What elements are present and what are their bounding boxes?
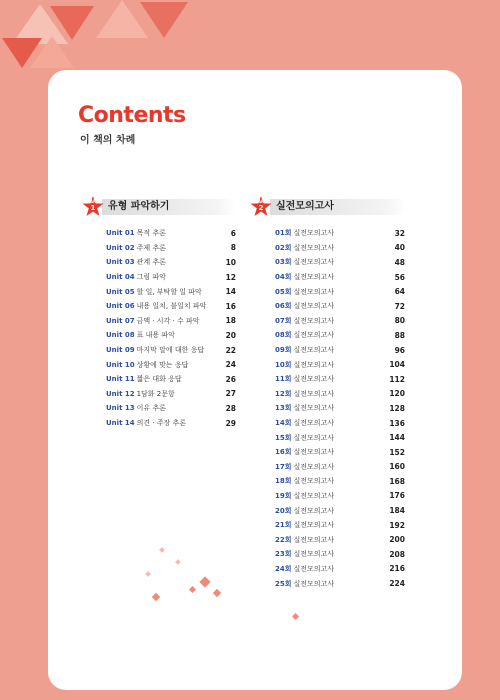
decor-triangle [30,36,74,68]
part2-item-page: 40 [394,243,405,253]
part2-item-page: 216 [389,564,405,574]
part2-item [275,416,405,431]
part2-item-page: 176 [389,491,405,501]
part1-item-page: 16 [225,301,236,311]
part2-item-page: 48 [394,257,405,267]
part2-item [275,576,405,591]
part2-item-text: 실전모의고사 [293,316,335,325]
part1-item [106,343,236,358]
part1-item-text: 짧은 대화 응답 [136,375,182,384]
page-subtitle: 이 책의 차례 [80,135,136,146]
part2-item-label [275,243,334,253]
part2-list [275,226,405,591]
part2-item-page: 144 [389,433,405,443]
part2-item-page: 160 [389,462,405,472]
part1-item [106,226,236,241]
part2-item-text: 실전모의고사 [293,375,335,384]
part1-item-page: 18 [225,316,236,326]
part2-item-label [275,228,334,238]
part2-item-page: 152 [389,447,405,457]
part2-item-page: 208 [389,549,405,559]
part2-item-page: 184 [389,506,405,516]
part2-item-label [275,506,334,516]
part2-item-page: 32 [394,228,405,238]
part2-item-page: 128 [389,403,405,413]
part1-star-badge [82,196,104,218]
part2-item-label [275,389,334,399]
part2-item-label [275,345,334,355]
part1-item-label [106,418,186,428]
page-title: Contents [78,103,186,128]
part2-item-page: 64 [394,287,405,297]
part2-item-page: 96 [394,345,405,355]
part2-item-unit: 14회 [275,419,292,428]
part1-item-page: 22 [225,345,236,355]
part2-header [250,196,406,218]
part2-item-page: 168 [389,476,405,486]
part1-item [106,270,236,285]
part2-item [275,401,405,416]
part1-item-text: 그림 파악 [136,273,166,282]
part2-item [275,299,405,314]
part2-item-unit: 07회 [275,316,292,325]
part1-item-unit: Unit 02 [106,243,135,252]
part1-item-page: 10 [225,257,236,267]
part2-item-label [275,403,334,413]
part1-badge-num: 1 [90,204,96,212]
part1-item-unit: Unit 11 [106,375,135,384]
part1-item [106,299,236,314]
part2-item-label [275,418,334,428]
part1-item-label [106,228,166,238]
part1-item-text: 이유 추론 [136,404,166,413]
part1-item-label [106,272,166,282]
part1-item-text: 의견 · 주장 추론 [136,419,187,428]
part2-item-text: 실전모의고사 [293,229,335,238]
part1-item-text: 관계 추론 [136,258,166,267]
part1-item-text: 주제 추론 [136,243,166,252]
part2-item-label [275,374,334,384]
part1-item [106,357,236,372]
part2-item-text: 실전모의고사 [293,579,335,588]
part2-item-unit: 01회 [275,229,292,238]
part2-item-unit: 04회 [275,273,292,282]
part1-item-page: 26 [225,374,236,384]
part2-item-page: 112 [389,374,405,384]
part2-item-page: 80 [394,316,405,326]
part2-item [275,445,405,460]
part1-item-text: 목적 추론 [136,229,166,238]
part2-item-unit: 20회 [275,506,292,515]
part2-item-text: 실전모의고사 [293,521,335,530]
part2-item-text: 실전모의고사 [293,491,335,500]
part2-item [275,532,405,547]
part2-item [275,562,405,577]
part1-item-page: 8 [230,243,236,253]
part1-item-text: 마지막 말에 대한 응답 [136,346,205,355]
part2-item-text: 실전모의고사 [293,302,335,311]
part2-item-label [275,549,334,559]
part1-item [106,416,236,431]
part2-item-label [275,476,334,486]
part1-item-unit: Unit 10 [106,360,135,369]
part2-item-unit: 19회 [275,491,292,500]
part2-item-page: 192 [389,520,405,530]
part2-item [275,314,405,329]
part1-item [106,314,236,329]
part2-item-text: 실전모의고사 [293,346,335,355]
part2-item-label [275,535,334,545]
part2-item [275,255,405,270]
part1-item-label [106,374,182,384]
part1-item-label [106,389,175,399]
decor-triangle [50,6,94,40]
part2-item-text: 실전모의고사 [293,477,335,486]
part2-item-unit: 24회 [275,564,292,573]
part1-item-label [106,316,200,326]
part1-item-page: 29 [225,418,236,428]
part2-item-unit: 08회 [275,331,292,340]
part2-item [275,518,405,533]
part2-item-label [275,272,334,282]
part1-item-label [106,243,166,253]
part2-item-page: 88 [394,330,405,340]
part1-item-page: 20 [225,330,236,340]
part2-item-label [275,491,334,501]
part1-item-label [106,403,166,413]
part1-item [106,387,236,402]
part2-item-text: 실전모의고사 [293,433,335,442]
part2-item-text: 실전모의고사 [293,287,335,296]
part2-item [275,226,405,241]
part1-item-unit: Unit 09 [106,346,135,355]
part2-item-unit: 23회 [275,550,292,559]
part2-item-label [275,360,334,370]
part2-item-label [275,579,334,589]
part2-item-unit: 22회 [275,535,292,544]
part2-item-text: 실전모의고사 [293,462,335,471]
part2-item-text: 실전모의고사 [293,389,335,398]
part2-item [275,270,405,285]
part2-item [275,372,405,387]
part1-header [82,196,236,218]
part2-item-text: 실전모의고사 [293,404,335,413]
part1-item-unit: Unit 05 [106,287,135,296]
part2-item-unit: 13회 [275,404,292,413]
part2-item-unit: 15회 [275,433,292,442]
part1-item-unit: Unit 12 [106,389,135,398]
part1-item-unit: Unit 04 [106,273,135,282]
part1-item-label [106,360,188,370]
part2-item [275,430,405,445]
part2-item-text: 실전모의고사 [293,243,335,252]
part1-item [106,284,236,299]
part2-item-label [275,447,334,457]
part2-item-label [275,301,334,311]
part2-item-label [275,433,334,443]
part1-item [106,328,236,343]
part1-item-unit: Unit 03 [106,258,135,267]
part2-item-unit: 03회 [275,258,292,267]
part1-badge-text: PART [87,199,99,204]
part1-item-text: 할 일, 부탁할 일 파악 [136,287,202,296]
part2-item-page: 72 [394,301,405,311]
part1-item-unit: Unit 06 [106,302,135,311]
part2-item-label [275,462,334,472]
part2-badge-text: PART [255,199,267,204]
part2-item-unit: 16회 [275,448,292,457]
part2-item-unit: 10회 [275,360,292,369]
part2-item-text: 실전모의고사 [293,331,335,340]
part2-item-label [275,257,334,267]
part1-item-text: 표 내용 파악 [136,331,175,340]
part1-item [106,241,236,256]
part2-item [275,387,405,402]
part2-item-text: 실전모의고사 [293,258,335,267]
part1-item-unit: Unit 08 [106,331,135,340]
part2-item-label [275,330,334,340]
part2-item-unit: 06회 [275,302,292,311]
part1-item-text: 금액 · 시각 · 수 파악 [136,316,200,325]
part2-item [275,547,405,562]
part2-item-label [275,564,334,574]
part2-item-page: 56 [394,272,405,282]
part1-item-unit: Unit 01 [106,229,135,238]
part1-item-page: 27 [225,389,236,399]
part2-item-page: 200 [389,535,405,545]
decor-triangle [140,2,188,38]
part2-item-unit: 21회 [275,521,292,530]
part2-item [275,241,405,256]
part1-item-label [106,330,175,340]
part1-item-label [106,301,206,311]
part2-item-label [275,520,334,530]
part2-item [275,503,405,518]
part2-badge-num: 2 [258,204,264,212]
part2-item-unit: 02회 [275,243,292,252]
part1-list [106,226,236,430]
part2-item [275,489,405,504]
part2-item-text: 실전모의고사 [293,448,335,457]
part2-item-unit: 11회 [275,375,292,384]
part1-item-text: 내용 일치, 불일치 파악 [136,302,207,311]
part1-item-label [106,257,166,267]
part1-item-unit: Unit 14 [106,419,135,428]
part2-item-text: 실전모의고사 [293,273,335,282]
part2-item-page: 224 [389,579,405,589]
part2-item-unit: 05회 [275,287,292,296]
part1-item-page: 14 [225,287,236,297]
part2-item-text: 실전모의고사 [293,506,335,515]
part1-item-label [106,345,204,355]
part1-item-page: 24 [225,360,236,370]
part2-item-text: 실전모의고사 [293,564,335,573]
part1-item [106,372,236,387]
part2-item-text: 실전모의고사 [293,535,335,544]
part2-star-badge [250,196,272,218]
part2-item-unit: 12회 [275,389,292,398]
part2-item [275,343,405,358]
part2-item-label [275,287,334,297]
part2-item-page: 104 [389,360,405,370]
part2-item [275,357,405,372]
part1-item-label [106,287,202,297]
part1-item [106,255,236,270]
part2-item [275,474,405,489]
part1-item-page: 12 [225,272,236,282]
part2-item-text: 실전모의고사 [293,419,335,428]
part1-item-unit: Unit 07 [106,316,135,325]
part2-item-text: 실전모의고사 [293,550,335,559]
part2-item [275,328,405,343]
part1-item-text: 1담화 2문항 [136,389,175,398]
part2-title: 실전모의고사 [270,199,406,215]
part2-item-text: 실전모의고사 [293,360,335,369]
part1-item [106,401,236,416]
part1-item-unit: Unit 13 [106,404,135,413]
part1-title: 유형 파악하기 [102,199,236,215]
part1-item-page: 28 [225,403,236,413]
part2-item-unit: 25회 [275,579,292,588]
part2-item-unit: 18회 [275,477,292,486]
part2-item [275,460,405,475]
part2-item-page: 136 [389,418,405,428]
part2-item-page: 120 [389,389,405,399]
part1-item-text: 상황에 맞는 응답 [136,360,189,369]
part2-item [275,284,405,299]
part1-item-page: 6 [230,228,236,238]
part2-item-unit: 17회 [275,462,292,471]
part2-item-label [275,316,334,326]
part2-item-unit: 09회 [275,346,292,355]
